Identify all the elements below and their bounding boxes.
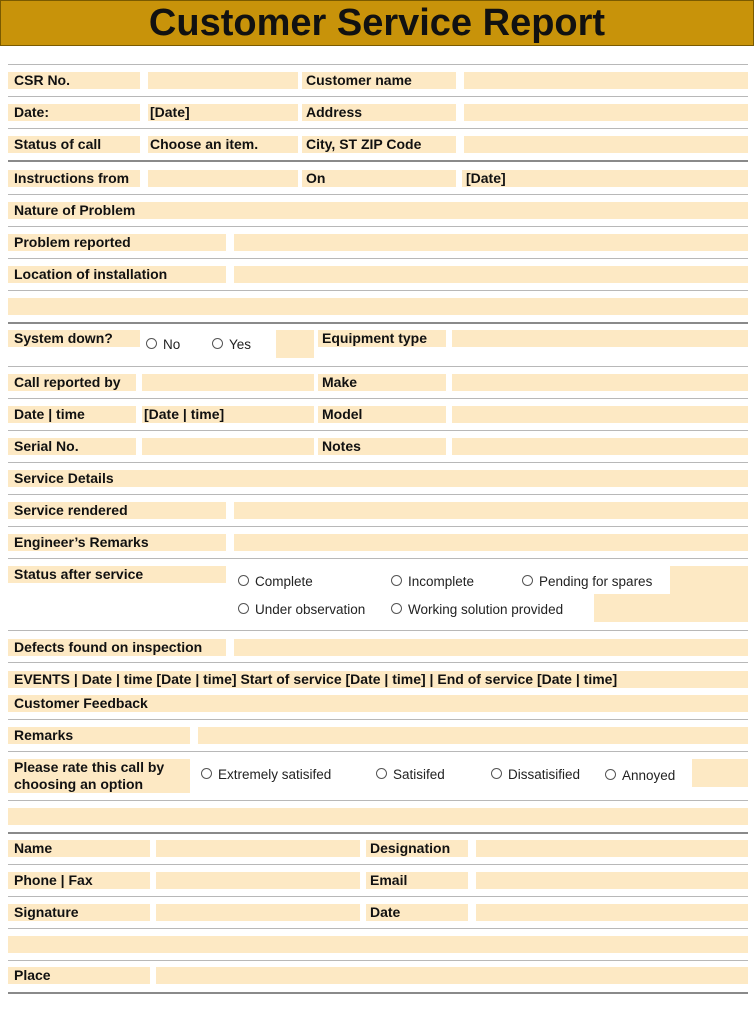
on-date-value[interactable]: [Date]	[466, 170, 506, 186]
rate-extremely-satisfied-label: Extremely satisifed	[218, 767, 332, 782]
rate-extremely-satisfied-option[interactable]	[201, 766, 331, 783]
divider	[8, 430, 748, 431]
radio-icon[interactable]	[212, 338, 223, 349]
status-under-observation-option[interactable]	[238, 601, 365, 618]
feedback-extra-field[interactable]	[8, 808, 748, 825]
events-line: EVENTS | Date | time [Date | time] Start of service [Date | time] | End of service [Date | time]	[14, 671, 618, 687]
sign-date-label: Date	[370, 904, 401, 920]
customer-name-label: Customer name	[306, 72, 412, 88]
make-label: Make	[322, 374, 358, 390]
signature-extra-field[interactable]	[8, 936, 748, 953]
service-rendered-label: Service rendered	[14, 502, 128, 518]
divider	[8, 864, 748, 865]
location-of-installation-label: Location of installation	[14, 266, 168, 282]
rate-dissatisfied-option[interactable]	[491, 766, 580, 783]
rate-annoyed-option[interactable]	[605, 767, 675, 784]
call-reported-by-field[interactable]	[142, 374, 314, 391]
service-rendered-field[interactable]	[234, 502, 748, 519]
radio-icon[interactable]	[201, 768, 212, 779]
divider	[8, 462, 748, 463]
email-label: Email	[370, 872, 408, 888]
place-label: Place	[14, 967, 51, 983]
divider	[8, 630, 748, 631]
service-details-bg	[8, 470, 748, 487]
divider	[8, 226, 748, 227]
radio-icon[interactable]	[391, 603, 402, 614]
radio-icon[interactable]	[376, 768, 387, 779]
city-zip-field[interactable]	[464, 136, 748, 153]
divider	[8, 258, 748, 259]
nature-of-problem-heading: Nature of Problem	[14, 202, 136, 218]
notes-label: Notes	[322, 438, 361, 454]
date-time-value[interactable]: [Date | time]	[144, 406, 225, 422]
status-incomplete-option[interactable]	[391, 573, 474, 590]
date-value[interactable]: [Date]	[150, 104, 190, 120]
system-down-yes-option[interactable]	[212, 336, 251, 353]
make-field[interactable]	[452, 374, 748, 391]
equipment-type-field[interactable]	[452, 330, 748, 347]
system-down-no-label: No	[163, 337, 181, 352]
divider	[8, 960, 748, 961]
designation-field[interactable]	[476, 840, 748, 857]
divider	[8, 64, 748, 65]
name-field[interactable]	[156, 840, 360, 857]
place-field[interactable]	[156, 967, 748, 984]
divider	[8, 896, 748, 897]
rate-extra-field[interactable]	[692, 759, 748, 787]
divider	[8, 800, 748, 801]
divider	[8, 366, 748, 367]
notes-field[interactable]	[452, 438, 748, 455]
customer-name-field[interactable]	[464, 72, 748, 89]
report-title: Customer Service Report	[0, 0, 754, 46]
divider	[8, 322, 748, 324]
divider	[8, 526, 748, 527]
date-time-label: Date | time	[14, 406, 85, 422]
sign-date-field[interactable]	[476, 904, 748, 921]
rate-satisfied-option[interactable]	[376, 766, 445, 783]
divider	[8, 751, 748, 752]
signature-field[interactable]	[156, 904, 360, 921]
serial-no-label: Serial No.	[14, 438, 79, 454]
status-pending-option[interactable]	[522, 573, 652, 590]
call-reported-by-label: Call reported by	[14, 374, 121, 390]
divider	[8, 558, 748, 559]
status-working-solution-option[interactable]	[391, 601, 563, 618]
instructions-from-label: Instructions from	[14, 170, 130, 186]
signature-label: Signature	[14, 904, 79, 920]
location-of-installation-field[interactable]	[234, 266, 748, 283]
instructions-from-field[interactable]	[148, 170, 298, 187]
address-field[interactable]	[464, 104, 748, 121]
radio-icon[interactable]	[146, 338, 157, 349]
status-extra-field-2[interactable]	[594, 594, 748, 622]
status-incomplete-label: Incomplete	[408, 574, 475, 589]
problem-reported-field[interactable]	[234, 234, 748, 251]
address-label: Address	[306, 104, 363, 120]
remarks-field[interactable]	[198, 727, 748, 744]
name-label: Name	[14, 840, 53, 856]
system-down-yes-label: Yes	[229, 337, 252, 352]
city-zip-label: City, ST ZIP Code	[306, 136, 422, 152]
location-extra-field[interactable]	[8, 298, 748, 315]
status-after-service-label: Status after service	[14, 566, 144, 582]
system-down-no-option[interactable]	[146, 336, 180, 353]
rate-satisfied-label: Satisifed	[393, 767, 445, 782]
radio-icon[interactable]	[391, 575, 402, 586]
divider	[8, 96, 748, 97]
status-complete-label: Complete	[255, 574, 313, 589]
remarks-label: Remarks	[14, 727, 74, 743]
service-details-heading: Service Details	[14, 470, 114, 486]
defects-found-field[interactable]	[234, 639, 748, 656]
status-of-call-value[interactable]: Choose an item.	[150, 136, 259, 152]
divider	[8, 128, 748, 129]
rate-dissatisfied-label: Dissatisified	[508, 767, 581, 782]
system-down-extra-field[interactable]	[276, 330, 314, 358]
date-label: Date:	[14, 104, 50, 120]
phone-fax-label: Phone | Fax	[14, 872, 93, 888]
divider	[8, 290, 748, 291]
divider	[8, 928, 748, 929]
status-of-call-label: Status of call	[14, 136, 102, 152]
radio-icon[interactable]	[605, 769, 616, 780]
status-under-observation-label: Under observation	[255, 602, 366, 617]
equipment-type-label: Equipment type	[322, 330, 428, 346]
divider	[8, 832, 748, 834]
on-label: On	[306, 170, 326, 186]
status-pending-label: Pending for spares	[539, 574, 653, 589]
radio-icon[interactable]	[238, 603, 249, 614]
email-field[interactable]	[476, 872, 748, 889]
divider	[8, 398, 748, 399]
phone-fax-field[interactable]	[156, 872, 360, 889]
system-down-label: System down?	[14, 330, 113, 346]
designation-label: Designation	[370, 840, 451, 856]
radio-icon[interactable]	[238, 575, 249, 586]
status-extra-field[interactable]	[670, 566, 748, 594]
divider	[8, 719, 748, 720]
divider	[8, 662, 748, 663]
status-complete-option[interactable]	[238, 573, 313, 590]
status-working-solution-label: Working solution provided	[408, 602, 564, 617]
problem-reported-label: Problem reported	[14, 234, 131, 250]
divider	[8, 160, 748, 162]
csr-no-label: CSR No.	[14, 72, 70, 88]
divider	[8, 992, 748, 994]
divider	[8, 494, 748, 495]
rate-call-label: Please rate this call by choosing an option	[14, 759, 165, 792]
engineers-remarks-field[interactable]	[234, 534, 748, 551]
customer-feedback-heading: Customer Feedback	[14, 695, 148, 711]
serial-no-field[interactable]	[142, 438, 314, 455]
model-field[interactable]	[452, 406, 748, 423]
engineers-remarks-label: Engineer’s Remarks	[14, 534, 149, 550]
radio-icon[interactable]	[522, 575, 533, 586]
divider	[8, 194, 748, 195]
radio-icon[interactable]	[491, 768, 502, 779]
rate-annoyed-label: Annoyed	[622, 768, 676, 783]
model-label: Model	[322, 406, 363, 422]
csr-no-field[interactable]	[148, 72, 298, 89]
defects-found-label: Defects found on inspection	[14, 639, 203, 655]
